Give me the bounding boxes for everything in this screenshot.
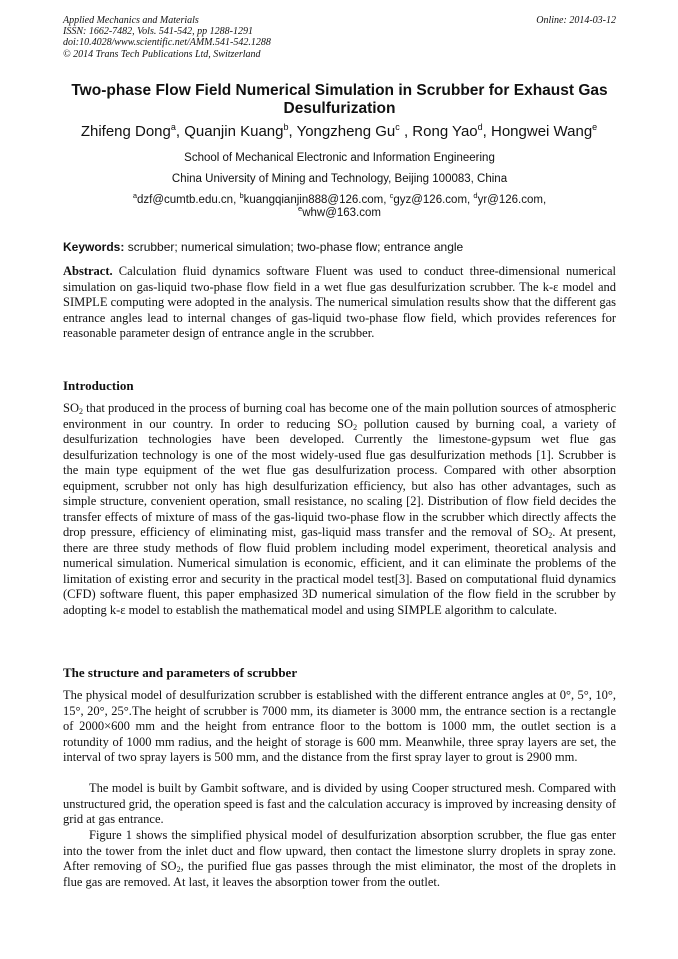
section-heading-introduction: Introduction [63,378,134,393]
introduction-paragraph [63,401,616,618]
email-link[interactable]: kuangqianjin888@126.com, [243,194,390,206]
email-link[interactable]: dzf@cumtb.edu.cn, [137,194,240,206]
structure-paragraph-3 [63,828,616,890]
email-link[interactable]: gyz@126.com, [393,194,474,206]
author-affil-mark: a [170,122,176,132]
author-affil-mark: b [283,122,289,132]
online-date: Online: 2014-03-12 [536,15,616,26]
journal-header [63,15,616,60]
text-run: , the purified flue gas passes through the mist eliminator, the most of the droplets in flue gas are removed. At last, it leaves the absorption tower from the outlet. [63,859,617,889]
text-run: SO [63,401,79,415]
email-mark: c [389,191,394,200]
subscript: 2 [176,865,181,874]
keywords [63,240,623,254]
email-mark: a [132,191,138,200]
email-mark: e [298,204,303,213]
author-separator: , [482,123,491,140]
author-list [40,122,638,142]
journal-name: Applied Mechanics and Materials [63,15,199,26]
author: Rong Yao [412,123,478,140]
author: Yongzheng Gu [296,123,396,140]
text-run: that produced in the process of burning coal has become one of the main pollution sources of atmospheric environment in our country. In order to reducing SO [63,401,616,431]
section-heading-structure: The structure and parameters of scrubber [63,665,298,680]
author-separator: , [288,123,297,140]
abstract-text: Calculation fluid dynamics software Fluent was used to conduct three-dimensional numerical simulation on gas-liquid two-phase flow field in a wet flue gas desulfurization scrubber. The k-ε model and SIMPLE computing were adopted in the analysis. The numerical simulation results show that the different gas entrance angles lead to internal changes of gas-liquid two-phase flow field, which provides references for reasonable parameter design of entrance angle in the scrubber. [63,264,616,340]
keywords-text: scrubber; numerical simulation; two-phase flow; entrance angle [127,240,464,254]
subscript: 2 [353,422,358,432]
doi-line: doi:10.4028/www.scientific.net/AMM.541-542.1288 [63,37,271,49]
author: Hongwei Wang [491,123,593,140]
subscript: 2 [78,407,83,416]
author: Quanjin Kuang [184,123,284,140]
author-email-last [63,206,616,220]
issn-line: ISSN: 1662-7482, Vols. 541-542, pp 1288-1291 [63,26,253,38]
subscript: 2 [548,531,553,540]
author: Zhifeng Dong [80,123,171,140]
email-mark: d [473,191,478,200]
email-link[interactable]: yr@126.com, [477,194,547,206]
author-affil-mark: e [592,122,598,132]
text-run: Figure 1 shows the simplified physical model of desulfurization absorption scrubber, the flue gas enter into the tower from the inlet duct and flow upward, then contact the limestone slurry droplets in spray zone. After removing of SO [63,828,616,873]
text-run: . At present, there are three study methods of flow fluid problem including model experiment, theoretical analysis and numerical simulation. Numerical simulation is economic, efficient, and it can eliminate the problems of the limitation of existing error and security in the practical model test[3]. Based on computational fluid dynamics (CFD) software fluent, this paper emphasized 3D numerical simulation of the flow field in the scrubber by adopting k-ε model to establish the mathematical model and using SIMPLE algorithm to calculate. [63,525,616,617]
text-run: pollution caused by burning coal, a variety of desulfurization technologies have been developed. Currently the limestone-gypsum wet flue gas desulfurization technology is one of the most widely-used flue gas desulfurization methods [1]. Scrubber is the main type equipment of the wet flue gas desulfurization process. Compared with other absorption equipment, scrubber not only has high desulfurization efficiency, but also has other advantages, such as simple structure, convenient operation, small resistance, no scaling [2]. Distribution of flow field decides the transfer effects of mixture of mass of the gas-liquid two-phase flow in the scrubber which directly affects the drop pressure, efficiency of eliminating mist, gas-liquid mass transfer and the removal of SO [63,416,616,539]
keywords-label: Keywords: [63,240,125,254]
email-mark: b [239,191,244,200]
author-affil-mark: d [477,122,483,132]
author-separator: , [175,123,185,140]
structure-paragraph-2: The model is built by Gambit software, and is divided by using Cooper structured mesh. Compared with unstructured grid, the operation speed is fast and the calculation accuracy is improved by increasing density of grid at gas entrance. [63,781,616,826]
copyright-line: © 2014 Trans Tech Publications Ltd, Switzerland [63,48,261,60]
affiliation-school: School of Mechanical Electronic and Information Engineering [184,152,495,164]
author-separator: , [399,123,413,140]
paper-title: Two-phase Flow Field Numerical Simulation in Scrubber for Exhaust Gas Desulfurization [71,82,608,117]
author-affil-mark: c [395,122,400,132]
structure-paragraph-1: The physical model of desulfurization scrubber is established with the different entrance angles at 0°, 5°, 10°, 15°, 20°, 25°.The height of scrubber is 7000 mm, its diameter is 3000 mm, the entrance section is a rectangle of 2000×600 mm and the height from entrance floor to the bottom is 1000 mm, the outlet section is a rotundity of 1000 mm radius, and the height of storage is 600 mm. Meanwhile, three spray layers are set, the interval of two spray layers is 500 mm, and the distance from the first spray layer to grout is 2900 mm. [63,688,616,764]
affiliation-university: China University of Mining and Technology, Beijing 100083, China [171,173,508,185]
email-link[interactable]: whw@163.com [302,207,381,219]
author-emails [63,193,616,207]
abstract [63,264,616,342]
abstract-label: Abstract. [63,264,113,278]
